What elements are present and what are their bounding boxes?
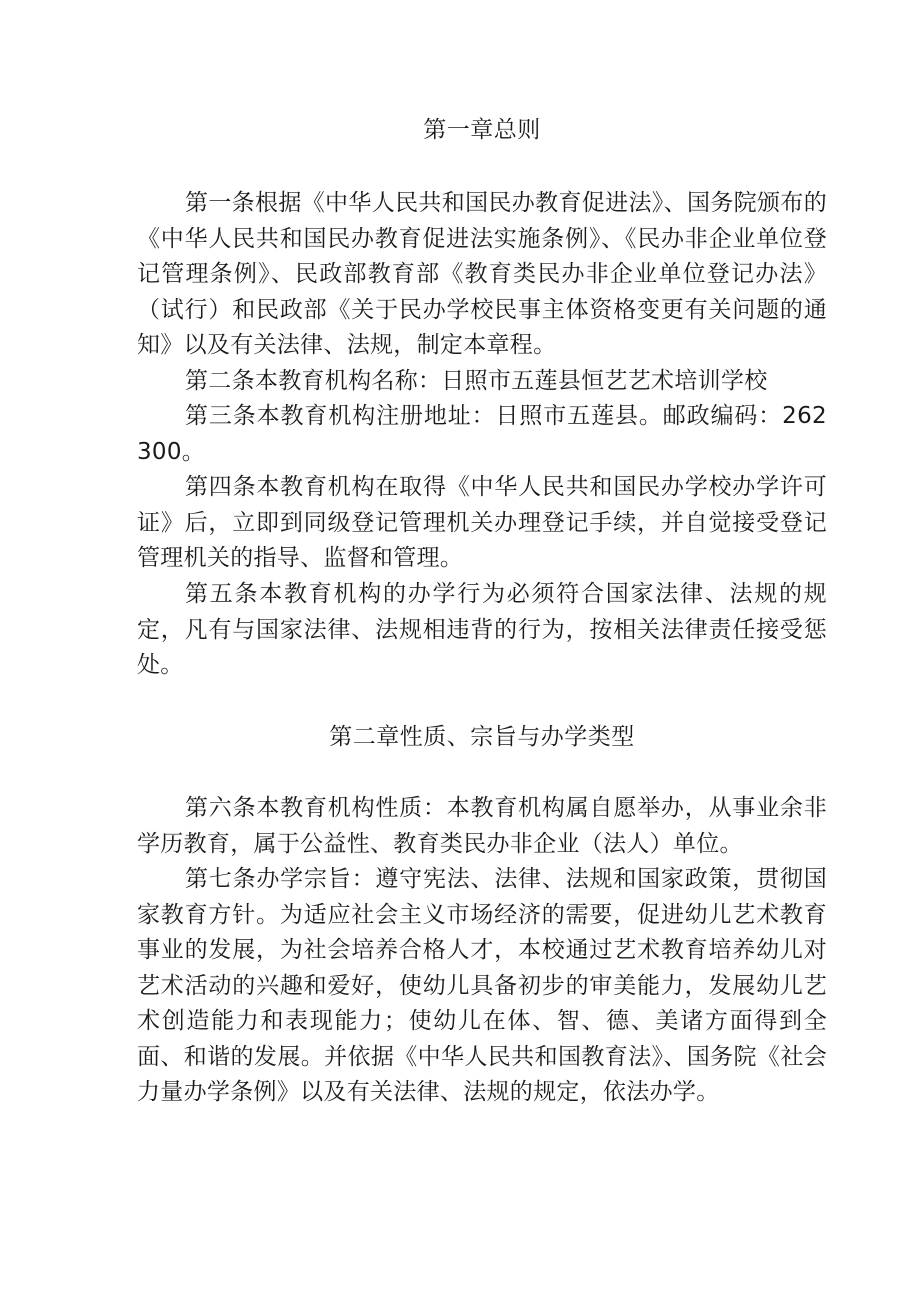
article-6: 第六条本教育机构性质：本教育机构属自愿举办，从事业余非学历教育，属于公益性、教育类民办非企业（法人）单位。 — [137, 795, 827, 857]
chapter-1-title: 第一章总则 — [423, 117, 541, 143]
article-3: 第三条本教育机构注册地址：日照市五莲县。邮政编码：262300。 — [137, 403, 827, 465]
chapter-2-title: 第二章性质、宗旨与办学类型 — [329, 724, 635, 750]
article-2: 第二条本教育机构名称：日照市五莲县恒艺艺术培训学校 — [185, 368, 768, 394]
article-5: 第五条本教育机构的办学行为必须符合国家法律、法规的规定，凡有与国家法律、法规相违背的行为，按相关法律责任接受惩处。 — [137, 581, 827, 678]
article-7: 第七条办学宗旨：遵守宪法、法律、法规和国家政策，贯彻国家教育方针。为适应社会主义市场经济的需要，促进幼儿艺术教育事业的发展，为社会培养合格人才，本校通过艺术教育培养幼儿对艺术活动的兴趣和爱好，使幼儿具备初步的审美能力，发展幼儿艺术创造能力和表现能力；使幼儿在体、智、德、美诸方面得到全面、和谐的发展。并依据《中华人民共和国教育法》、国务院《社会力量办学条例》以及有关法律、法规的规定，依法办学。 — [137, 866, 827, 1105]
article-4: 第四条本教育机构在取得《中华人民共和国民办学校办学许可证》后，立即到同级登记管理机关办理登记手续，并自觉接受登记管理机关的指导、监督和管理。 — [137, 474, 827, 571]
article-1: 第一条根据《中华人民共和国民办教育促进法》、国务院颁布的《中华人民共和国民办教育促进法实施条例》、《民办非企业单位登记管理条例》、民政部教育部《教育类民办非企业单位登记办法》（试行）和民政部《关于民办学校民事主体资格变更有关问题的通知》以及有关法律、法规，制定本章程。 — [137, 190, 827, 358]
